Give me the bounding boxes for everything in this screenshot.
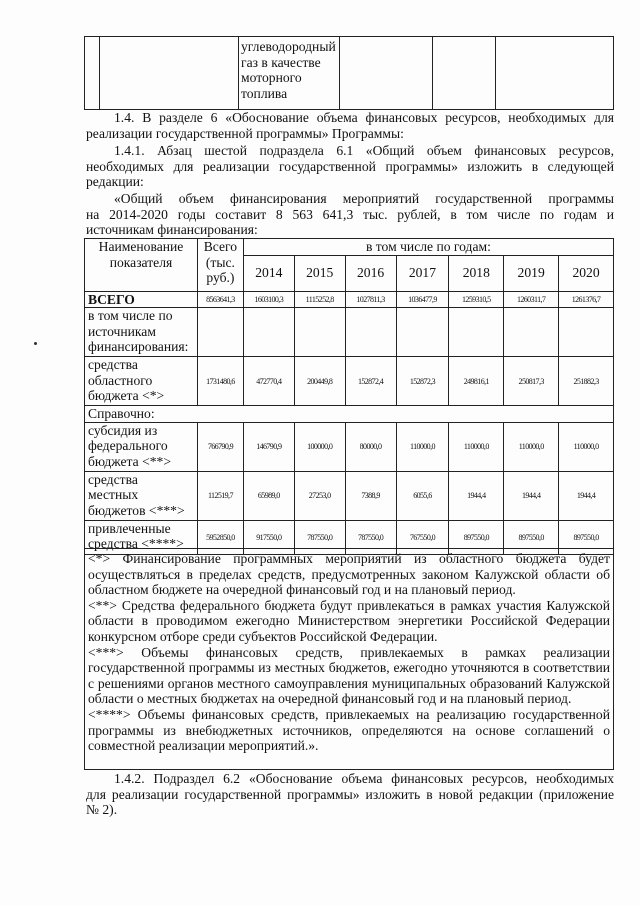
footnote: <***> Объемы финансовых средств, привлекаемых в рамках реализации государственной программы из местных бюджетов, ежегодно уточняются в соответствии с решениями органов местного самоуправления муниципальных образований Калужской области о местных бюджетах на очередной финансовый год и на плановый период. (88, 644, 610, 707)
paragraph-1-4 (86, 110, 614, 141)
table-row (85, 406, 614, 423)
footnotes-box (84, 548, 614, 770)
row-label (85, 308, 198, 357)
row-value: 1027811,3 (345, 291, 396, 308)
row-value: 249816,1 (449, 357, 504, 406)
text-line: № 2). (86, 802, 118, 818)
text-line: на 2014-2020 годы составит 8 563 641,3 тыс. рублей, в том числе по годам и (86, 206, 614, 222)
row-value: 472770,4 (243, 357, 294, 406)
table-row (85, 308, 614, 357)
table-row (85, 471, 614, 520)
row-value: 251882,3 (559, 357, 614, 406)
row-label (85, 471, 198, 520)
row-value: 1115252,8 (294, 291, 345, 308)
row-value: 897550,0 (559, 520, 614, 554)
continued-table (84, 36, 614, 110)
row-label-line: в том числе по (88, 308, 173, 324)
row-value: 7388,9 (345, 471, 396, 520)
text-line: «Общий объем финансирования мероприятий государственной программы (114, 191, 614, 206)
text-line: 1.4.2. Подраздел 6.2 «Обоснование объема финансовых ресурсов, необходимых (114, 771, 614, 786)
row-label-line: бюджета <**> (88, 453, 172, 469)
header-by-years: в том числе по годам: (243, 239, 613, 256)
fuel-cell-line: топлива (241, 85, 288, 101)
paragraph-1-4-1 (86, 143, 614, 190)
row-value: 110000,0 (504, 422, 559, 471)
paragraph-1-4-2 (86, 771, 614, 818)
row-value: 897550,0 (449, 520, 504, 554)
row-label (85, 357, 198, 406)
row-value: 100000,0 (294, 422, 345, 471)
row-value: 1944,4 (559, 471, 614, 520)
header-total-line: Всего (203, 239, 238, 254)
row-label-line: местных (88, 487, 139, 503)
text-line: 1.4.1. Абзац шестой подраздела 6.1 «Общий объем финансовых ресурсов, (114, 143, 614, 158)
scan-speck (34, 342, 37, 345)
row-value: 6055,6 (396, 471, 449, 520)
year-header: 2016 (345, 255, 396, 291)
year-header: 2015 (294, 255, 345, 291)
row-value: 250817,3 (504, 357, 559, 406)
year-header: 2019 (504, 255, 559, 291)
row-value: 65989,0 (243, 471, 294, 520)
row-value: 110000,0 (449, 422, 504, 471)
row-label-line: субсидия из (88, 422, 158, 438)
text-line: необходимых для реализации государственной программы» изложить в следующей (86, 158, 614, 174)
text-line: редакции: (86, 174, 144, 190)
row-value: 1260311,7 (504, 291, 559, 308)
row-value: 152872,4 (345, 357, 396, 406)
row-label-line: средства <****> (88, 536, 184, 552)
row-value: 1036477,9 (396, 291, 449, 308)
text-line: источникам финансирования: (86, 222, 258, 238)
text-line: 1.4. В разделе 6 «Обоснование объема финансовых ресурсов, необходимых для (114, 110, 614, 125)
row-total: 766790,9 (197, 422, 243, 471)
row-total: 112519,7 (197, 471, 243, 520)
row-label-line: бюджетов <***> (88, 502, 185, 518)
year-header: 2014 (243, 255, 294, 291)
row-label-line: федерального (88, 438, 168, 454)
header-name-line: показателя (109, 254, 173, 270)
row-value: 767550,0 (396, 520, 449, 554)
row-label-line: областного (88, 372, 153, 388)
footnote: <*> Финансирование программных мероприятий из областного бюджета будет осуществляться в пределах средств, предусмотренных законом Калужской области об областном бюджете на очередной финансовый год и на плановый период. (88, 551, 610, 598)
row-value: 27253,0 (294, 471, 345, 520)
text-line: для реализации государственной программы» изложить в новой редакции (приложение (86, 786, 614, 802)
year-header: 2020 (559, 255, 614, 291)
row-label-line: источникам (88, 323, 156, 339)
row-label-line: финансирования: (88, 339, 189, 355)
table-row (85, 422, 614, 471)
year-header: 2017 (396, 255, 449, 291)
header-name-line: Наименование (98, 239, 184, 254)
row-total: 5952850,0 (197, 520, 243, 554)
row-label-line: Справочно: (88, 406, 155, 422)
fuel-cell-line: газ в качестве (241, 54, 321, 70)
row-value: 1944,4 (449, 471, 504, 520)
row-value: 80000,0 (345, 422, 396, 471)
header-total-line: руб.) (206, 270, 235, 286)
row-value: 787550,0 (294, 520, 345, 554)
fuel-cell-line: моторного (241, 70, 302, 86)
row-total: 1731480,6 (197, 357, 243, 406)
row-value: 200449,8 (294, 357, 345, 406)
header-name (85, 239, 198, 292)
row-value: 110000,0 (559, 422, 614, 471)
row-value: 1603100,3 (243, 291, 294, 308)
row-label (85, 291, 198, 308)
row-label-line: средства (88, 357, 138, 373)
row-value: 1261376,7 (559, 291, 614, 308)
footnote: <**> Средства федерального бюджета будут привлекаться в рамках участия Калужской области в проводимом ежегодно Министерством энергетики Российской Федерации конкурсном отборе среди субъектов Российской Федерации. (88, 597, 610, 644)
reference-label (85, 406, 614, 423)
row-label-line: средства (88, 471, 138, 487)
table-row (85, 357, 614, 406)
quote-paragraph (86, 191, 614, 238)
row-label (85, 422, 198, 471)
year-header: 2018 (449, 255, 504, 291)
header-total (197, 239, 243, 292)
row-value: 917550,0 (243, 520, 294, 554)
fuel-cell (239, 37, 340, 110)
table-row (85, 291, 614, 308)
row-value: 787550,0 (345, 520, 396, 554)
row-label-line: бюджета <*> (88, 388, 165, 404)
fuel-cell-line: углеводородный (241, 39, 336, 54)
footnote: <****> Объемы финансовых средств, привлекаемых на реализацию государственной программы из внебюджетных источников, определяются на основе соглашений о совместной реализации мероприятий.». (88, 706, 610, 754)
finance-table (84, 238, 614, 555)
row-value: 897550,0 (504, 520, 559, 554)
row-value: 110000,0 (396, 422, 449, 471)
row-value: 152872,3 (396, 357, 449, 406)
row-label-line: привлеченные (88, 520, 171, 536)
row-value: 1944,4 (504, 471, 559, 520)
row-value: 1259310,5 (449, 291, 504, 308)
text-line: реализации государственной программы» Программы: (86, 125, 404, 141)
row-label-line: ВСЕГО (88, 291, 135, 307)
row-value: 146790,9 (243, 422, 294, 471)
row-total: 8563641,3 (197, 291, 243, 308)
header-total-line: (тыс. (205, 254, 235, 270)
